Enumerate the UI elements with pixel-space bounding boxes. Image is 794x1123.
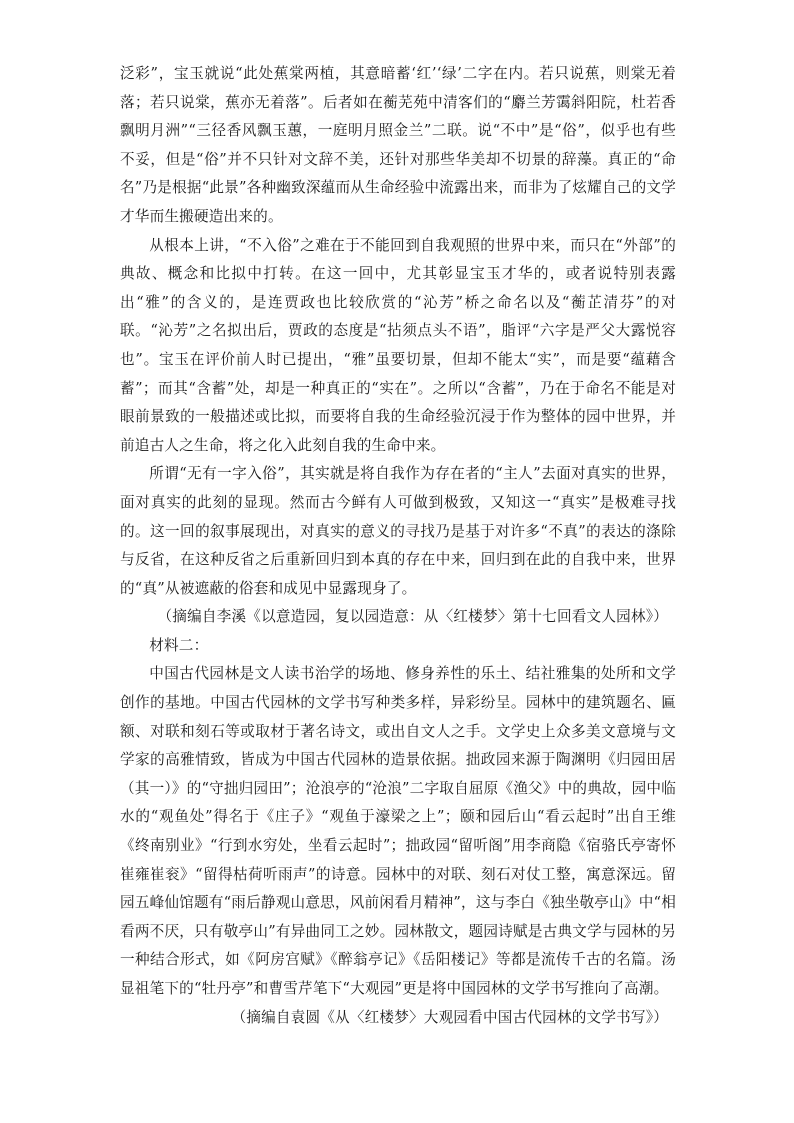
paragraph-2: 从根本上讲，“不入俗”之难在于不能回到自我观照的世界中来，而只在“外部”的典故、概念和比拟中打转。在这一回中，尤其彰显宝玉才华的，或者说特别表露出“雅”的含义的，是连贾政也比较欣赏的“沁芳”桥之命名以及“蘅芷清芬”的对联。“沁芳”之名拟出后，贾政的态度是“拈须点头不语”，脂评“六字是严父大露悦容也”。宝玉在评价前人时已提出，“雅”虽要切景，但却不能太“实”，而是要“蕴藉含蓄”；而其“含蓄”处，却是一种真正的“实在”。之所以“含蓄”，乃在于命名不能是对眼前景致的一般描述或比拟，而要将自我的生命经验沉浸于作为整体的园中世界，并前追古人之生命，将之化入此刻自我的生命中来。 xyxy=(120,236,676,454)
paragraph-1: 泛彩”，宝玉就说“此处蕉棠两植，其意暗蓄‘红’‘绿’二字在内。若只说蕉，则棠无着落；若只说棠，蕉亦无着落”。后者如在蘅芜苑中清客们的“麝兰芳霭斜阳院，杜若香飘明月洲”“三径香风飘玉蕙，一庭明月照金兰”二联。说“不中”是“俗”，似乎也有些不妥，但是“俗”并不只针对文辞不美，还针对那些华美却不切景的辞藻。真正的“命名”乃是根据“此景”各种幽致深蕴而从生命经验中流露出来，而非为了炫耀自己的文学才华而生搬硬造出来的。 xyxy=(120,65,676,225)
paragraph-3: 所谓“无有一字入俗”，其实就是将自我作为存在者的“主人”去面对真实的世界，面对真实的此刻的显现。然而古今鲜有人可做到极致，又知这一“真实”是极难寻找的。这一回的叙事展现出，对真实的意义的寻找乃是基于对许多“不真”的表达的涤除与反省，在这种反省之后重新回归到本真的存在中来，回归到在此的自我中来，世界的“真”从被遮蔽的俗套和成见中显露现身了。 xyxy=(120,465,676,597)
source-citation-2: （摘编自袁圆《从〈红楼梦〉大观园看中国古代园林的文学书写》） xyxy=(231,1008,668,1026)
document-body xyxy=(120,60,676,1032)
material-2-label: 材料二： xyxy=(149,636,209,654)
source-citation-1: （摘编自李溪《以意造园，复以园造意：从〈红楼梦〉第十七回看文人园林》） xyxy=(157,608,668,626)
paragraph-4: 中国古代园林是文人读书治学的场地、修身养性的乐土、结社雅集的处所和文学创作的基地。中国古代园林的文学书写种类多样，异彩纷呈。园林中的建筑题名、匾额、对联和刻石等或取材于著名诗文，或出自文人之手。文学史上众多美文意境与文学家的高雅情致，皆成为中国古代园林的造景依据。拙政园来源于陶渊明《归园田居（其一）》的“守拙归园田”；沧浪亭的“沧浪”二字取自屈原《渔父》中的典故，园中临水的“观鱼处”得名于《庄子》“观鱼于濠梁之上”；颐和园后山“看云起时”出自王维《终南别业》“行到水穷处，坐看云起时”；拙政园“留听阁”用李商隐《宿骆氏亭寄怀崔雍崔衮》“留得枯荷听雨声”的诗意。园林中的对联、刻石对仗工整，寓意深远。留园五峰仙馆题有“雨后静观山意思，风前闲看月精神”，这与李白《独坐敬亭山》中“相看两不厌，只有敬亭山”有异曲同工之妙。园林散文，题园诗赋是古典文学与园林的另一种结合形式，如《阿房宫赋》《醉翁亭记》《岳阳楼记》等都是流传千古的名篇。汤显祖笔下的“牡丹亭”和曹雪芹笔下“大观园”更是将中国园林的文学书写推向了高潮。 xyxy=(120,665,676,997)
